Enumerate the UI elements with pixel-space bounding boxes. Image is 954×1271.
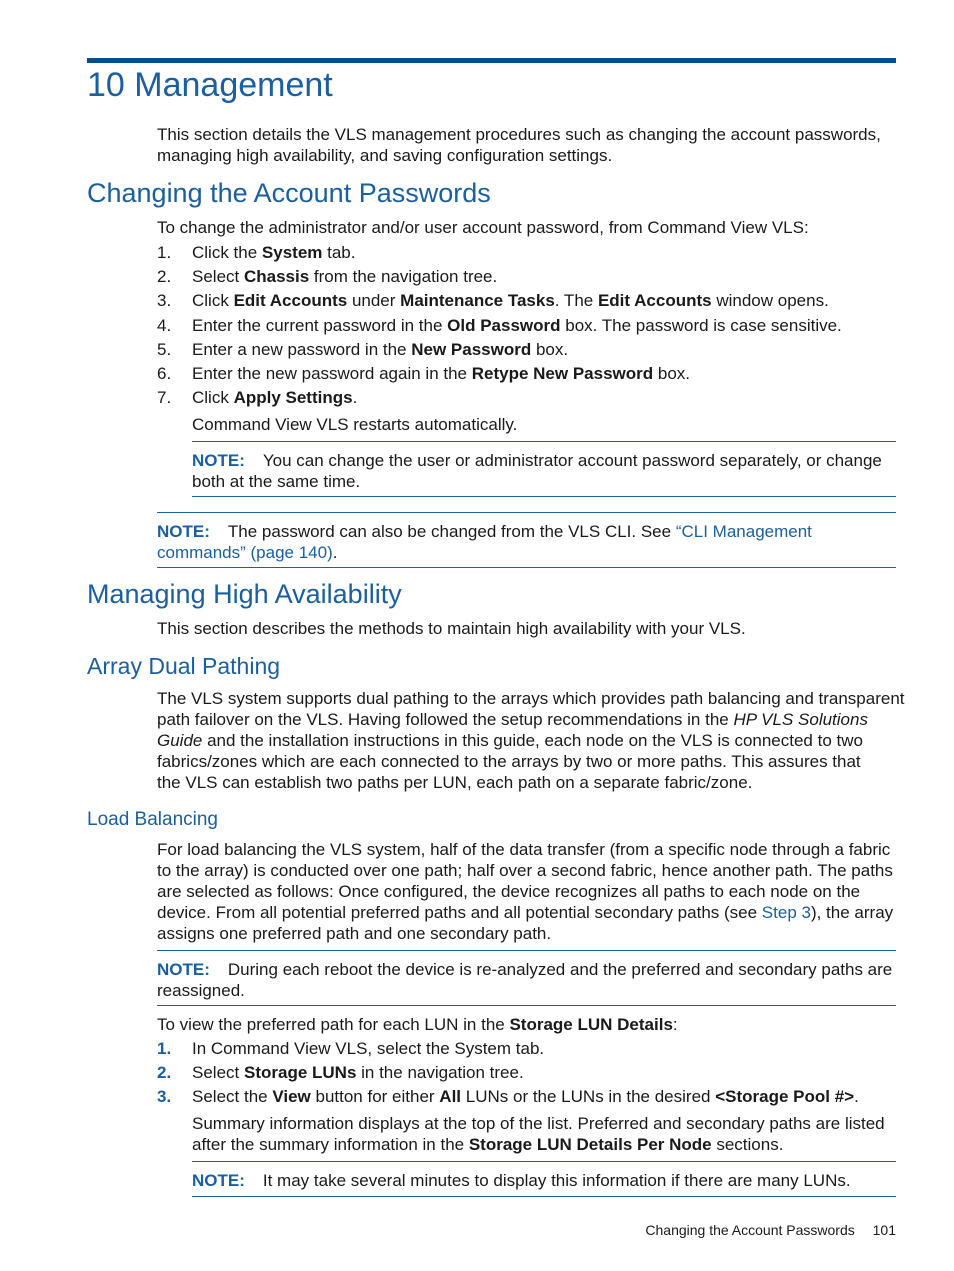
note-rule-top — [192, 441, 896, 442]
paragraph-text: ), the array — [810, 903, 894, 922]
step-text: . — [352, 388, 358, 407]
restart-note: Command View VLS restarts automatically. — [192, 415, 518, 434]
step-text: LUNs or the LUNs in the desired — [461, 1087, 716, 1106]
note-box — [192, 1170, 851, 1191]
note-rule-top — [192, 1161, 896, 1162]
step-text: Select the — [192, 1087, 273, 1106]
note-text: The password can also be changed from the VLS CLI. See — [227, 522, 676, 541]
paragraph-text: and the installation instructions in this guide, each node on the VLS is connected to two — [202, 731, 863, 750]
step-number: 3. — [157, 291, 172, 310]
passwords-lead: To change the administrator and/or user account password, from Command View VLS: — [157, 218, 809, 237]
cli-management-link[interactable]: “CLI Management — [675, 522, 812, 541]
step-text: Enter a new password in the — [192, 340, 412, 359]
note-label: NOTE: — [157, 522, 210, 541]
cli-management-link[interactable]: commands” (page 140) — [157, 543, 333, 562]
note-box — [157, 521, 812, 563]
note-text: You can change the user or administrator account password separately, or change — [262, 451, 882, 470]
step-number: 7. — [157, 388, 172, 407]
paragraph-line: Summary information displays at the top of the list. Preferred and secondary paths are listed — [192, 1114, 885, 1133]
note-box — [192, 450, 882, 492]
step-number: 1. — [157, 243, 172, 262]
step-text: Click — [192, 388, 234, 407]
step-text: . — [854, 1087, 859, 1106]
step-text: in the navigation tree. — [356, 1063, 524, 1082]
ui-term: Edit Accounts — [597, 291, 712, 310]
step-text: box. — [531, 340, 569, 359]
ui-term: <Storage Pool #> — [715, 1087, 855, 1106]
step-text: Select — [192, 1063, 244, 1082]
step-text: under — [347, 291, 401, 310]
note-label: NOTE: — [192, 1171, 245, 1190]
note-rule-bottom — [192, 496, 896, 497]
load-balancing-paragraph — [157, 839, 893, 944]
paragraph-line: are selected as follows: Once configured, the device recognizes all paths to each node on the — [157, 882, 861, 901]
note-rule-bottom — [157, 1005, 896, 1006]
ui-term: New Password — [411, 340, 532, 359]
paragraph-text: device. From all potential preferred paths and all potential secondary paths (see — [157, 903, 762, 922]
ui-term: Chassis — [243, 267, 310, 286]
note-rule-bottom — [192, 1196, 896, 1197]
paragraph-line: The VLS system supports dual pathing to the arrays which provides path balancing and transparent — [157, 689, 905, 708]
note-rule-top — [157, 512, 896, 513]
step-text: tab. — [322, 243, 356, 262]
ui-term: Retype New Password — [471, 364, 654, 383]
paragraph-line: to the array) is conducted over one path; half over a second fabric, hence another path. The paths — [157, 861, 893, 880]
note-text: It may take several minutes to display this information if there are many LUNs. — [262, 1171, 851, 1190]
step-number: 2. — [157, 1063, 172, 1082]
document-title: HP VLS Solutions — [733, 710, 868, 729]
step-number: 3. — [157, 1087, 172, 1106]
step-text: Click the — [192, 243, 262, 262]
ha-lead: This section describes the methods to maintain high availability with your VLS. — [157, 619, 746, 638]
intro-line: managing high availability, and saving configuration settings. — [157, 146, 613, 165]
step-number: 1. — [157, 1039, 172, 1058]
subsection-heading-load-balancing: Load Balancing — [87, 809, 218, 830]
step-text: Click — [192, 291, 234, 310]
ui-term: Apply Settings — [233, 388, 353, 407]
step-text: In Command View VLS, select the System tab. — [192, 1039, 545, 1058]
paragraph-line: fabrics/zones which are each connected to the arrays by two or more paths. This assures that — [157, 752, 861, 771]
document-title: Guide — [157, 731, 203, 750]
chapter-intro — [157, 124, 881, 166]
section-heading-ha: Managing High Availability — [87, 579, 402, 609]
ui-term: Storage LUNs — [243, 1063, 357, 1082]
note-rule-top — [157, 950, 896, 951]
section-heading-passwords: Changing the Account Passwords — [87, 178, 491, 208]
step-number: 4. — [157, 316, 172, 335]
note-label: NOTE: — [192, 451, 245, 470]
intro-line: This section details the VLS management procedures such as changing the account passwords, — [157, 125, 881, 144]
step-number: 6. — [157, 364, 172, 383]
paragraph-line: For load balancing the VLS system, half of the data transfer (from a specific node through a fabric — [157, 840, 891, 859]
footer-section-title: Changing the Account Passwords — [645, 1222, 855, 1238]
step-text: window opens. — [711, 291, 829, 310]
note-text: . — [332, 543, 338, 562]
step-text: box. The password is case sensitive. — [560, 316, 842, 335]
paragraph-text: path failover on the VLS. Having followed the setup recommendations in the — [157, 710, 734, 729]
ui-term: All — [439, 1087, 462, 1106]
ui-term: Storage LUN Details Per Node — [468, 1135, 712, 1154]
note-text: During each reboot the device is re-analyzed and the preferred and secondary paths are — [227, 960, 893, 979]
note-rule-bottom — [157, 567, 896, 568]
step-number: 2. — [157, 267, 172, 286]
step-text: box. — [653, 364, 690, 383]
step-3-link[interactable]: Step 3 — [761, 903, 811, 922]
paragraph-text: : — [672, 1015, 678, 1034]
chapter-title: 10 Management — [87, 66, 333, 104]
dual-pathing-paragraph — [157, 688, 905, 793]
paragraph-line: the VLS can establish two paths per LUN, each path on a separate fabric/zone. — [157, 773, 753, 792]
ui-term: Old Password — [447, 316, 561, 335]
ui-term: System — [261, 243, 323, 262]
ui-term: Storage LUN Details — [509, 1015, 673, 1034]
step-text: Select — [192, 267, 244, 286]
step-number: 5. — [157, 340, 172, 359]
paragraph-text: after the summary information in the — [192, 1135, 469, 1154]
ui-term: Maintenance Tasks — [400, 291, 555, 310]
paragraph-text: To view the preferred path for each LUN in the — [157, 1015, 510, 1034]
note-box — [157, 959, 892, 1001]
chapter-rule — [87, 58, 896, 63]
step-text: . The — [554, 291, 598, 310]
step-text: Enter the new password again in the — [192, 364, 472, 383]
step-text: Enter the current password in the — [192, 316, 448, 335]
step-text: from the navigation tree. — [309, 267, 498, 286]
view-lead — [157, 1014, 678, 1035]
step-text: button for either — [310, 1087, 440, 1106]
summary-paragraph — [192, 1113, 885, 1155]
paragraph-text: sections. — [711, 1135, 784, 1154]
paragraph-line: assigns one preferred path and one secondary path. — [157, 924, 552, 943]
note-text: reassigned. — [157, 981, 245, 1000]
ui-term: Edit Accounts — [233, 291, 348, 310]
note-label: NOTE: — [157, 960, 210, 979]
page-footer — [645, 1222, 896, 1238]
page-number: 101 — [872, 1222, 896, 1238]
note-text: both at the same time. — [192, 472, 361, 491]
ui-term: View — [272, 1087, 311, 1106]
subsection-heading-dual-pathing: Array Dual Pathing — [87, 653, 281, 679]
